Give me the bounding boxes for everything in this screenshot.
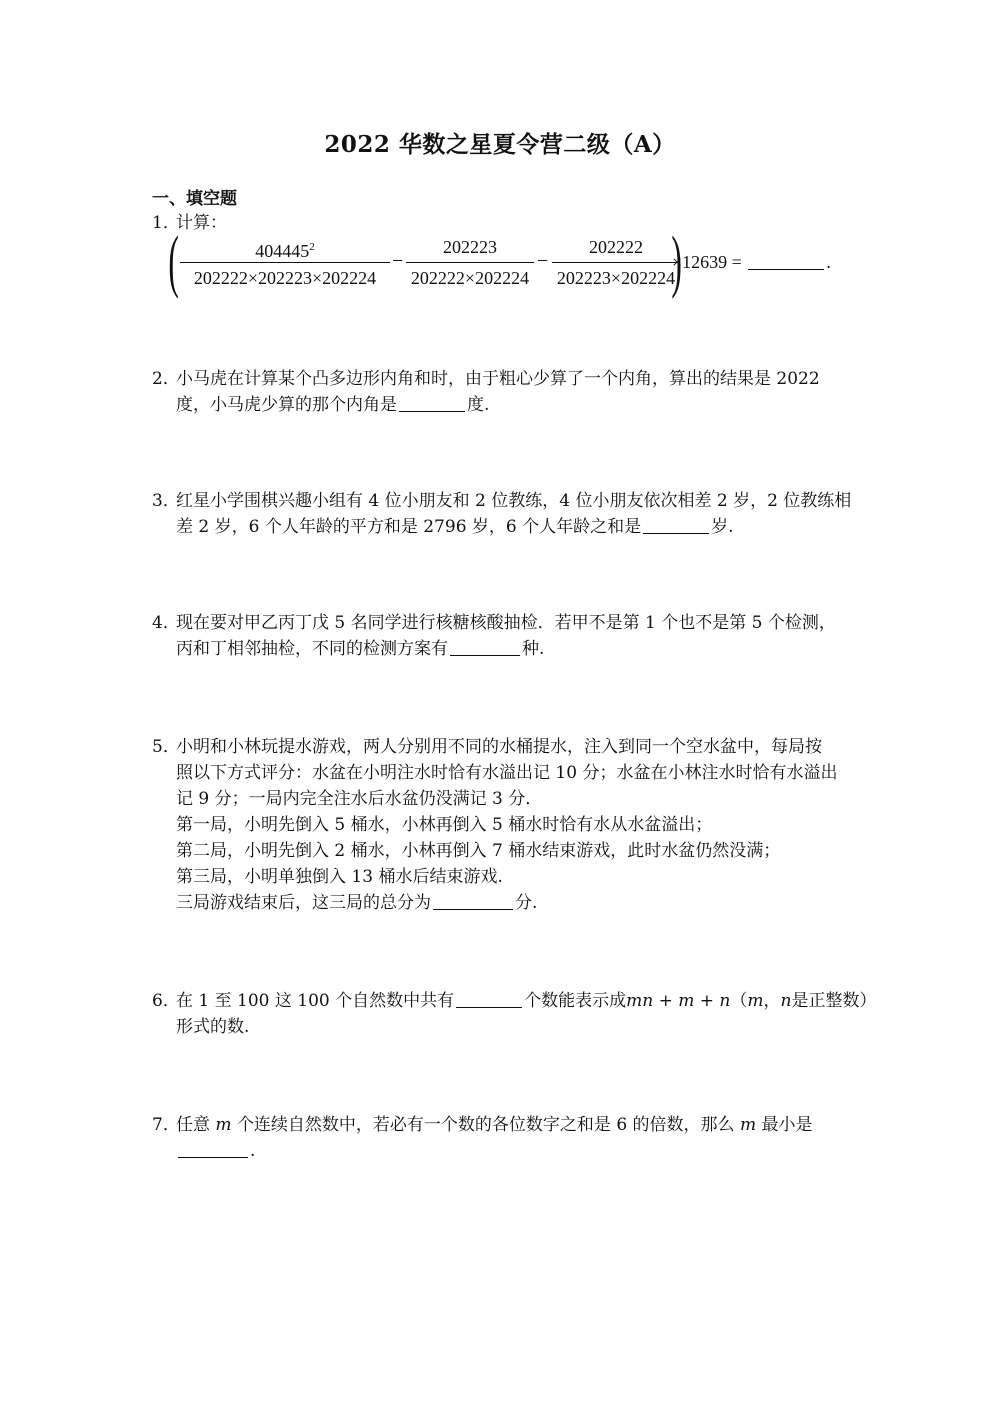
question-2: 2．小马虎在计算某个凸多边形内角和时，由于粗心少算了一个内角，算出的结果是 2022 度，小马虎少算的那个内角是 度. [152, 366, 820, 418]
answer-blank[interactable] [643, 515, 709, 534]
question-number: 7． [152, 1115, 180, 1135]
question-3: 3．红星小学围棋兴趣小组有 4 位小朋友和 2 位教练，4 位小朋友依次相差 2 岁，2 位教练相 差 2 岁，6 个人年龄的平方和是 2796 岁，6 个人年龄之和是 岁. [152, 488, 851, 540]
minus-sign: − [537, 250, 549, 272]
question-number: 5． [152, 737, 180, 757]
right-paren: ) [671, 223, 682, 300]
fraction-1-denominator: 202222×202223×202224 [193, 268, 377, 288]
fraction-1-numerator: 404445$^2$ [255, 241, 315, 261]
fraction-2 [406, 232, 534, 293]
question-number: 3． [152, 491, 180, 511]
formula-tail: ×12639 = . [672, 252, 831, 272]
question-5: 5．小明和小林玩提水游戏，两人分别用不同的水桶提水，注入到同一个空水盆中，每局按 照以下方式评分：水盆在小明注水时恰有水溢出记 10 分；水盆在小林注水时恰有水溢出 记 9 分；一局内完全注水后水盆仍没满记 3 分． 第一局，小明先倒入 5 桶水，小林再倒入 5 桶水时恰有水从水盆溢出； 第二局，小明先倒入 2 桶水，小林再倒入 7 桶水结束游戏，此时水盆仍然没满； 第三局，小明单独倒入 13 桶水后结束游戏. 三局游戏结束后，这三局的总分为 分. [152, 734, 837, 916]
answer-blank[interactable] [178, 1139, 248, 1158]
fraction-3 [552, 223, 682, 300]
answer-blank[interactable] [456, 989, 522, 1008]
question-number: 1． [152, 213, 180, 233]
fraction-2-denominator: 202222×202224 [410, 268, 530, 288]
fraction-3-numerator: 202222 [589, 237, 643, 257]
expression: mn + m + n [626, 991, 731, 1011]
minus-sign: − [392, 250, 404, 272]
question-number: 4． [152, 613, 180, 633]
fraction-2-numerator: 202223 [443, 237, 497, 257]
left-paren: ( [168, 223, 179, 300]
answer-blank[interactable] [433, 891, 513, 910]
fraction-3-denominator: 202223×202224 [556, 268, 676, 288]
question-text: 计算： [176, 213, 227, 233]
section-heading: 一、填空题 [152, 189, 237, 209]
question-number: 6． [152, 991, 180, 1011]
answer-blank[interactable] [450, 637, 520, 656]
answer-blank[interactable] [399, 393, 465, 412]
question-number: 2． [152, 369, 180, 389]
fraction-1 [180, 232, 390, 293]
question-4: 4．现在要对甲乙丙丁戊 5 名同学进行核糖核酸抽检．若甲不是第 1 个也不是第 5 个检测， 丙和丁相邻抽检，不同的检测方案有 种. [152, 610, 836, 662]
question-6: 6．在 1 至 100 这 100 个自然数中共有 个数能表示成mn + m + n（m，n是正整数） 形式的数. [152, 988, 876, 1040]
question-7: 7．任意 m 个连续自然数中，若必有一个数的各位数字之和是 6 的倍数，那么 m 最小是 . [152, 1112, 813, 1164]
answer-blank[interactable] [748, 251, 824, 270]
page-title: 2022 华数之星夏令营二级（A） [324, 131, 676, 158]
